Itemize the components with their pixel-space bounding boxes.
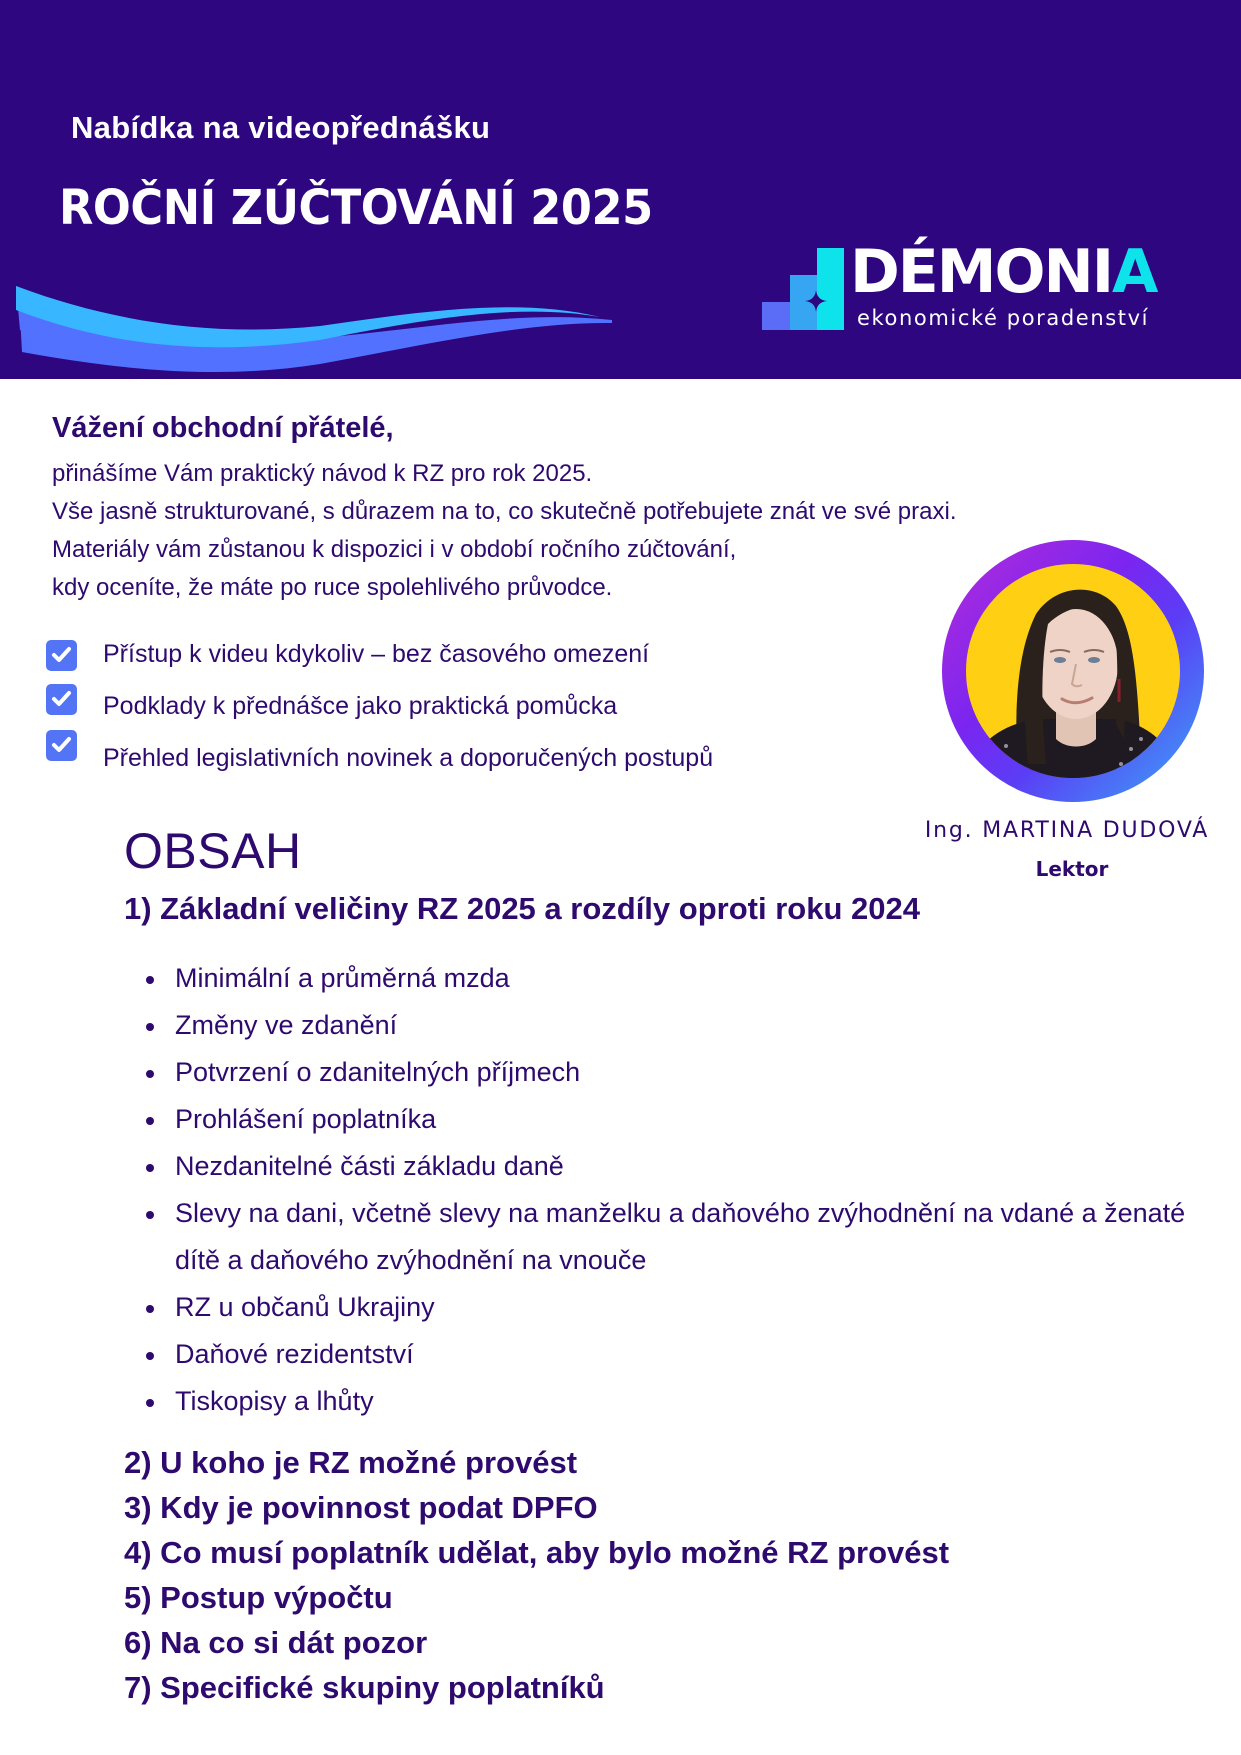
greeting: Vážení obchodní přátelé, [52, 412, 394, 444]
lector-name: Ing. MARTINA DUDOVÁ [924, 818, 1210, 843]
logo-tagline: ekonomické poradenství [857, 306, 1150, 330]
contents-sections-list [124, 1440, 949, 1710]
header-banner [0, 0, 1241, 379]
checklist-label: Přístup k videu kdykoliv – bez časového omezení [103, 640, 650, 668]
intro-line: Materiály vám zůstanou k dispozici i v období ročního zúčtování, [52, 536, 737, 563]
logo-wordmark: DÉMONIA [850, 237, 1157, 307]
bullet-item: Prohlášení poplatníka [146, 1096, 1205, 1143]
bullet-item: Potvrzení o zdanitelných příjmech [146, 1049, 1205, 1096]
logo-bars-icon [755, 238, 855, 338]
page-title: ROČNÍ ZÚČTOVÁNÍ 2025 [59, 180, 653, 236]
lector-photo-frame [942, 540, 1204, 802]
contents-section: 6) Na co si dát pozor [124, 1625, 428, 1660]
checklist-label: Přehled legislativních novinek a doporučených postupů [103, 744, 714, 772]
bullet-item: Tiskopisy a lhůty [146, 1378, 1205, 1425]
bullet-item: Daňové rezidentství [146, 1331, 1205, 1378]
contents-heading: OBSAH [124, 823, 302, 879]
company-logo [755, 238, 1195, 348]
portrait-illustration-icon [966, 564, 1180, 778]
bullet-item: RZ u občanů Ukrajiny [146, 1284, 1205, 1331]
checkbox-checked-icon [46, 684, 77, 715]
lector-portrait [966, 564, 1180, 778]
intro-paragraph [52, 455, 957, 607]
bullet-item: Změny ve zdanění [146, 1002, 1205, 1049]
bullet-item: Slevy na dani, včetně slevy na manželku a daňového zvýhodnění na vdané a ženaté dítě a daňového zvýhodnění na vnouče [146, 1190, 1205, 1284]
checkbox-checked-icon [46, 640, 77, 671]
intro-line: Vše jasně strukturované, s důrazem na to, co skutečně potřebujete znát ve své praxi. [52, 498, 957, 525]
checklist-label: Podklady k přednášce jako praktická pomůcka [103, 692, 618, 720]
contents-section: 2) U koho je RZ možné provést [124, 1445, 578, 1480]
bullet-item: Nezdanitelné části základu daně [146, 1143, 1205, 1190]
contents-section: 5) Postup výpočtu [124, 1580, 393, 1615]
contents-section: 4) Co musí poplatník udělat, aby bylo možné RZ provést [124, 1535, 950, 1570]
bullet-item: Minimální a průměrná mzda [146, 955, 1205, 1002]
section-1-bullet-list [146, 955, 1205, 1425]
intro-line: přinášíme Vám praktický návod k RZ pro rok 2025. [52, 460, 593, 487]
lector-role: Lektor [1035, 857, 1109, 881]
intro-line: kdy oceníte, že máte po ruce spolehlivého průvodce. [52, 574, 613, 601]
contents-section: 3) Kdy je povinnost podat DPFO [124, 1490, 598, 1525]
contents-section-1: 1) Základní veličiny RZ 2025 a rozdíly oproti roku 2024 [124, 891, 920, 926]
header-subtitle: Nabídka na videopřednášku [71, 110, 491, 145]
checkbox-checked-icon [46, 730, 77, 761]
contents-section: 7) Specifické skupiny poplatníků [124, 1670, 605, 1705]
wave-decoration-icon [0, 270, 700, 380]
